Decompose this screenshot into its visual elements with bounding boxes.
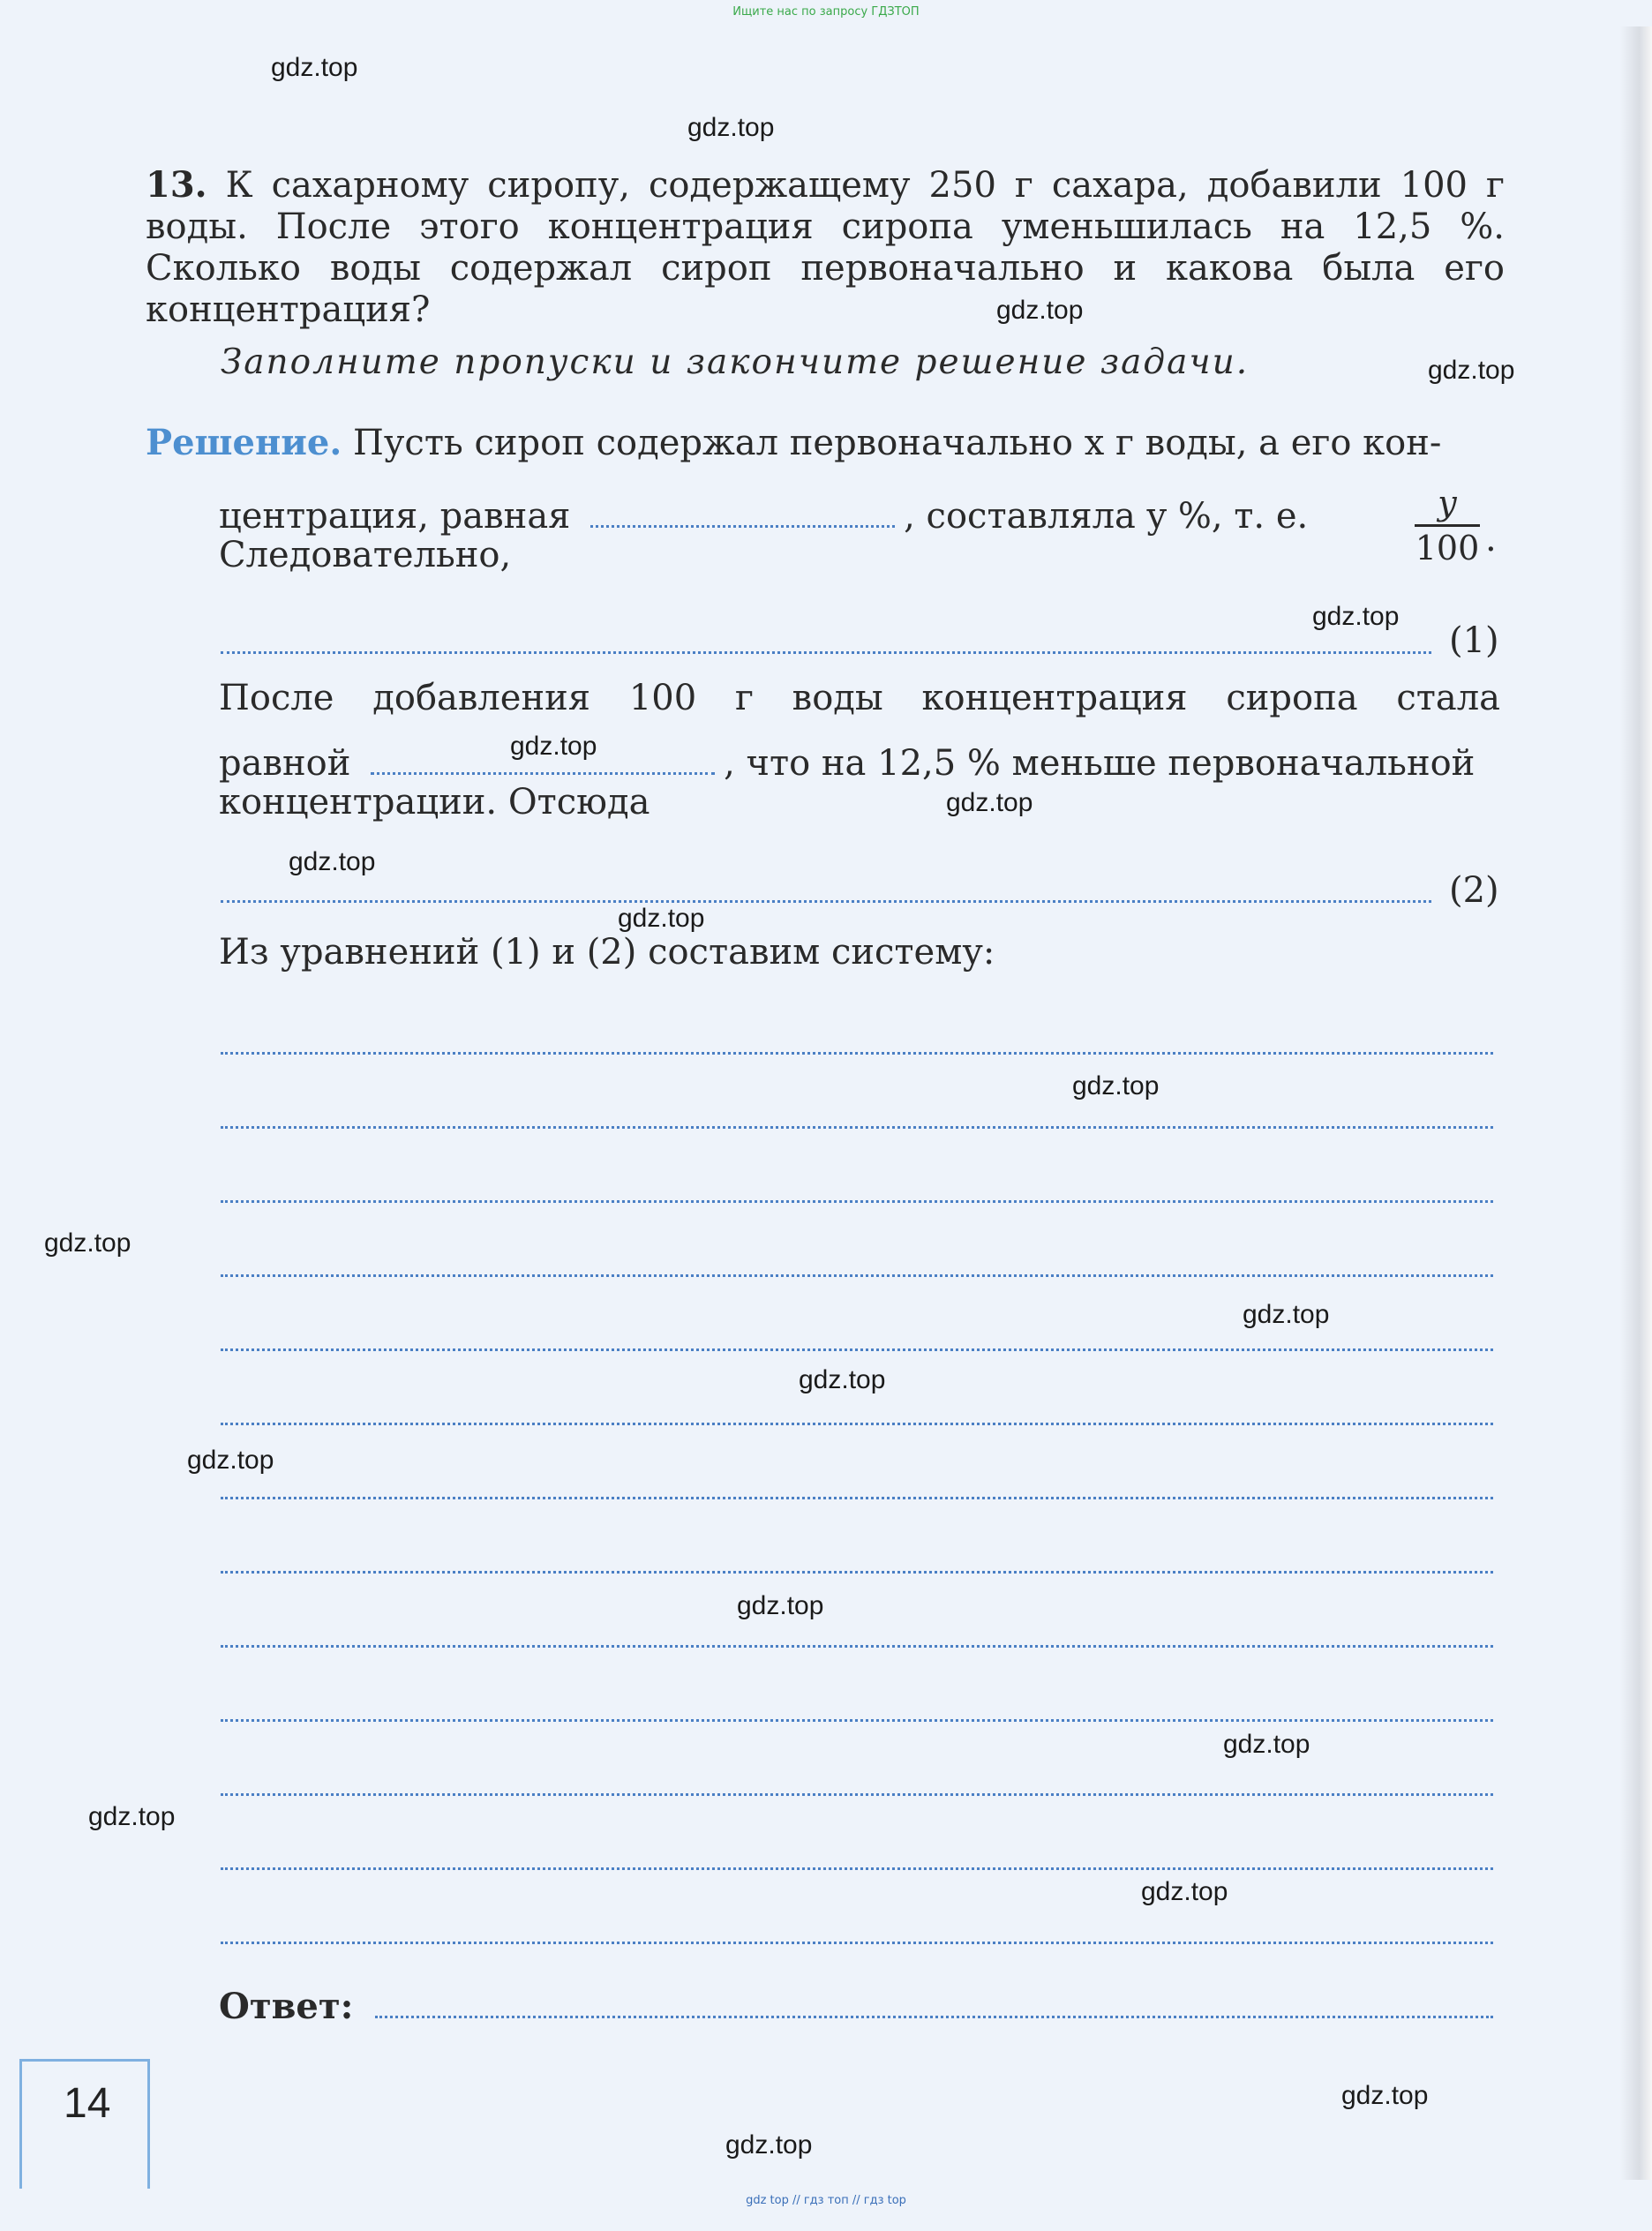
watermark: gdz.top [996,296,1084,325]
solution-text: Пусть сироп содержал первоначально x г воды, а его кон- [353,423,1442,463]
solution-line-7: Из уравнений (1) и (2) составим систему: [219,932,995,973]
top-banner: Ищите нас по запросу ГДЗТОП [732,5,920,19]
watermark: gdz.top [1072,1071,1160,1100]
solution-text: центрация, равная [219,496,571,537]
solution-line-1 [146,422,1505,464]
blank-equation-1[interactable] [221,651,1431,654]
fraction-denominator: 100 [1415,529,1480,567]
watermark: gdz.top [1341,2081,1429,2110]
solution-line-6: концентрации. Отсюда [219,782,650,823]
solution-text: , составляла y %, т. е. [904,496,1309,537]
task-statement [146,164,1505,331]
fraction-numerator: y [1438,484,1457,522]
answer-line[interactable] [221,1645,1493,1648]
watermark: gdz.top [737,1591,824,1620]
fraction-period: . [1485,519,1497,560]
watermark: gdz.top [1428,356,1515,385]
answer-line[interactable] [221,1052,1493,1055]
task-number: 13. [146,164,207,206]
task-instruction: Заполните пропуски и закончите решение задачи. [221,342,1250,382]
bottom-banner: gdz top // гдз топ // гдз top [746,2194,906,2207]
solution-text: , что на 12,5 % меньше первоначальной [724,743,1476,784]
watermark: gdz.top [1243,1300,1330,1329]
task-text: К сахарному сиропу, содержащему 250 г сахара, добавили 100 г воды. После этого концентрация сиропа уменьшилась на 12,5 %. Сколько воды содержал сироп первоначально и какова была его концентрация? [146,165,1505,330]
watermark: gdz.top [88,1802,176,1831]
answer-line[interactable] [221,1867,1493,1870]
equation-number-2: (2) [1449,870,1499,911]
watermark: gdz.top [687,113,775,142]
answer-label: Ответ: [219,1986,354,2027]
solution-line-2 [219,496,1308,537]
watermark: gdz.top [618,904,705,933]
solution-line-5 [219,743,1475,785]
watermark: gdz.top [1312,602,1400,631]
answer-line[interactable] [221,1423,1493,1425]
solution-label: Решение. [146,422,342,463]
answer-line[interactable] [221,1126,1493,1129]
watermark: gdz.top [725,2130,813,2160]
watermark: gdz.top [799,1365,886,1394]
answer-line[interactable] [221,1571,1493,1574]
blank-equation-2[interactable] [221,900,1431,903]
equation-number-1: (1) [1449,620,1499,661]
blank-concentration[interactable] [590,499,895,528]
page-number: 14 [64,2080,111,2127]
answer-line[interactable] [221,1348,1493,1351]
answer-field[interactable] [375,2016,1493,2018]
watermark: gdz.top [44,1228,131,1258]
answer-line[interactable] [221,1793,1493,1796]
answer-line[interactable] [221,1719,1493,1722]
watermark: gdz.top [1141,1877,1228,1906]
answer-line[interactable] [221,1274,1493,1277]
fraction-y-over-100 [1415,484,1480,567]
watermark: gdz.top [289,847,376,876]
solution-text: равной [219,743,351,784]
solution-line-3: Следовательно, [219,535,512,575]
answer-line[interactable] [221,1497,1493,1499]
watermark: gdz.top [187,1446,274,1475]
watermark: gdz.top [271,53,358,82]
answer-line[interactable] [221,1200,1493,1203]
page-edge-shadow [1620,26,1652,2180]
blank-new-concentration[interactable] [371,746,715,775]
watermark: gdz.top [1223,1730,1310,1759]
fraction-bar [1415,524,1480,527]
watermark: gdz.top [946,788,1033,817]
watermark: gdz.top [510,732,597,761]
solution-line-4: После добавления 100 г воды концентрация сиропа стала [219,678,1500,718]
answer-line[interactable] [221,1942,1493,1944]
